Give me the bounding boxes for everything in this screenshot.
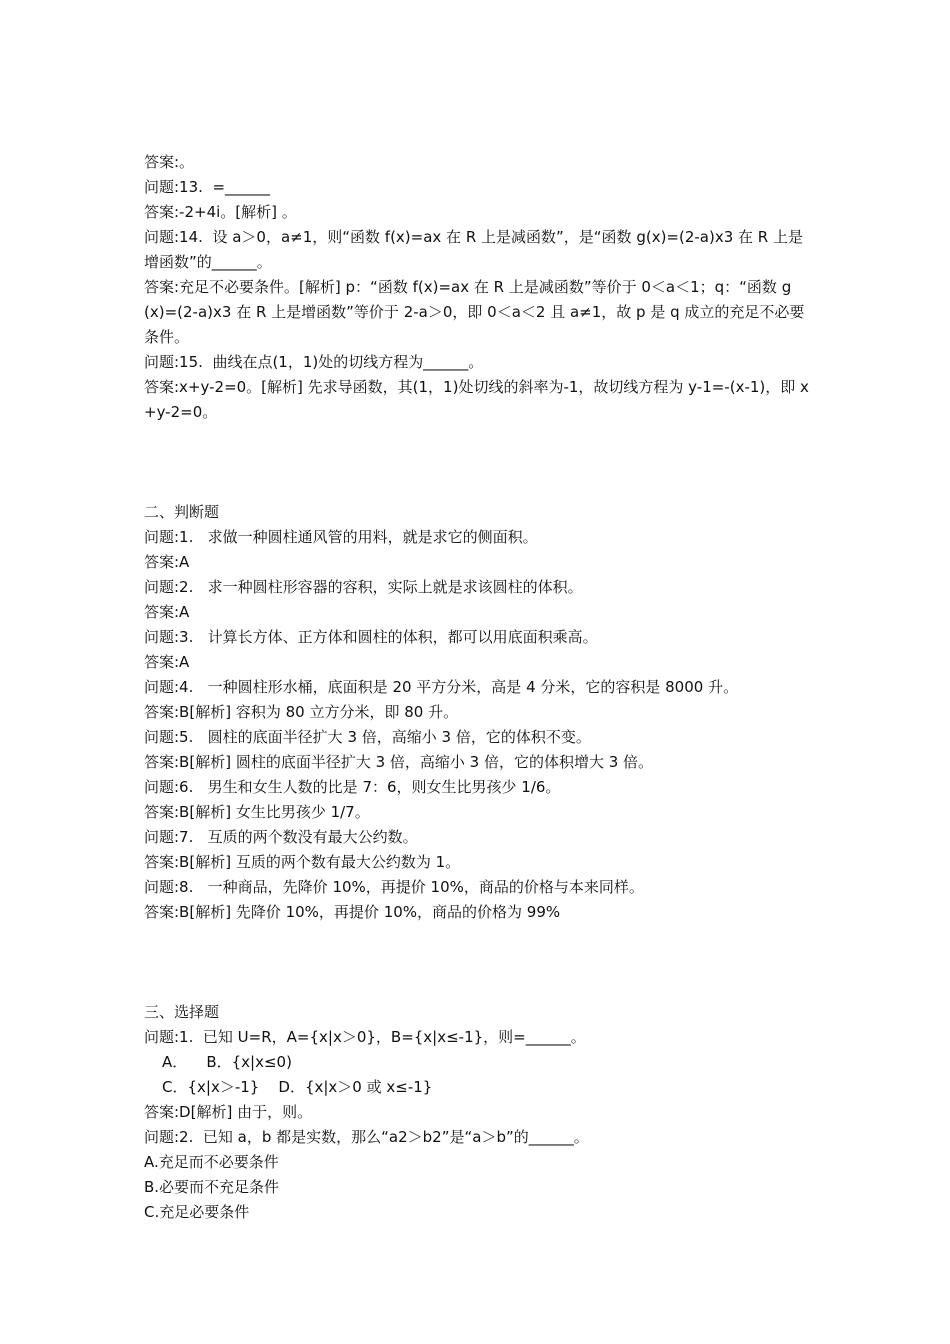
question-line: 问题:2. 求一种圆柱形容器的容积，实际上就是求该圆柱的体积。 [144, 578, 583, 596]
option-line: A.充足而不必要条件 [144, 1153, 279, 1171]
question-line: 问题:1. 已知 U=R，A={x|x＞0}，B={x|x≤-1}，则=______。 [144, 1028, 586, 1046]
document-content [144, 150, 810, 1225]
section-heading: 三、选择题 [144, 1003, 220, 1021]
answer-line: 答案:x+y-2=0。[解析] 先求导函数，其(1，1)处切线的斜率为-1，故切线方程为 y-1=-(x-1)，即 x+y-2=0。 [144, 378, 809, 421]
answer-line: 答案:-2+4i。[解析] 。 [144, 203, 297, 221]
question-line: 问题:8. 一种商品，先降价 10%，再提价 10%，商品的价格与本来同样。 [144, 878, 644, 896]
answer-line: 答案:B[解析] 互质的两个数有最大公约数为 1。 [144, 853, 461, 871]
answer-line: 答案:A [144, 653, 190, 671]
answer-line: 答案:A [144, 603, 190, 621]
answer-line: 答案:B[解析] 圆柱的底面半径扩大 3 倍，高缩小 3 倍，它的体积增大 3 倍。 [144, 753, 654, 771]
answer-line: 答案:充足不必要条件。[解析] p：“函数 f(x)=ax 在 R 上是减函数”等价于 0＜a＜1；q：“函数 g(x)=(2-a)x3 在 R 上是增函数”等价于 2-a＞0，即 0＜a＜2 且 a≠1，故 p 是 q 成立的充足不必要条件。 [144, 278, 805, 346]
section-fill-in-continued [144, 150, 810, 425]
question-line: 问题:15. 曲线在点(1，1)处的切线方程为______。 [144, 353, 484, 371]
option-line: C.充足必要条件 [144, 1203, 250, 1221]
answer-line: 答案:D[解析] 由于，则。 [144, 1103, 313, 1121]
section-true-false [144, 500, 810, 925]
section-spacer [144, 425, 810, 500]
question-line: 问题:2. 已知 a，b 都是实数，那么“a2＞b2”是“a＞b”的______。 [144, 1128, 589, 1146]
question-line: 问题:14. 设 a＞0，a≠1，则“函数 f(x)=ax 在 R 上是减函数”，是“函数 g(x)=(2-a)x3 在 R 上是增函数”的______。 [144, 228, 803, 271]
section-spacer [144, 925, 810, 1000]
option-line: C．{x|x＞-1} D．{x|x＞0 或 x≤-1} [162, 1078, 433, 1096]
option-line: B.必要而不充足条件 [144, 1178, 280, 1196]
question-line: 问题:5. 圆柱的底面半径扩大 3 倍，高缩小 3 倍，它的体积不变。 [144, 728, 591, 746]
answer-line: 答案:B[解析] 先降价 10%，再提价 10%，商品的价格为 99% [144, 903, 561, 921]
question-line: 问题:7. 互质的两个数没有最大公约数。 [144, 828, 418, 846]
question-line: 问题:13. =______ [144, 178, 271, 196]
answer-line: 答案:。 [144, 153, 195, 171]
answer-line: 答案:B[解析] 容积为 80 立方分米，即 80 升。 [144, 703, 459, 721]
section-multiple-choice [144, 1000, 810, 1225]
question-line: 问题:1. 求做一种圆柱通风管的用料，就是求它的侧面积。 [144, 528, 538, 546]
question-line: 问题:6. 男生和女生人数的比是 7：6，则女生比男孩少 1/6。 [144, 778, 561, 796]
answer-line: 答案:B[解析] 女生比男孩少 1/7。 [144, 803, 370, 821]
question-line: 问题:3. 计算长方体、正方体和圆柱的体积，都可以用底面积乘高。 [144, 628, 598, 646]
option-line: A． B．{x|x≤0) [162, 1053, 292, 1071]
section-heading: 二、判断题 [144, 503, 220, 521]
answer-line: 答案:A [144, 553, 190, 571]
question-line: 问题:4. 一种圆柱形水桶，底面积是 20 平方分米，高是 4 分米，它的容积是 8000 升。 [144, 678, 739, 696]
